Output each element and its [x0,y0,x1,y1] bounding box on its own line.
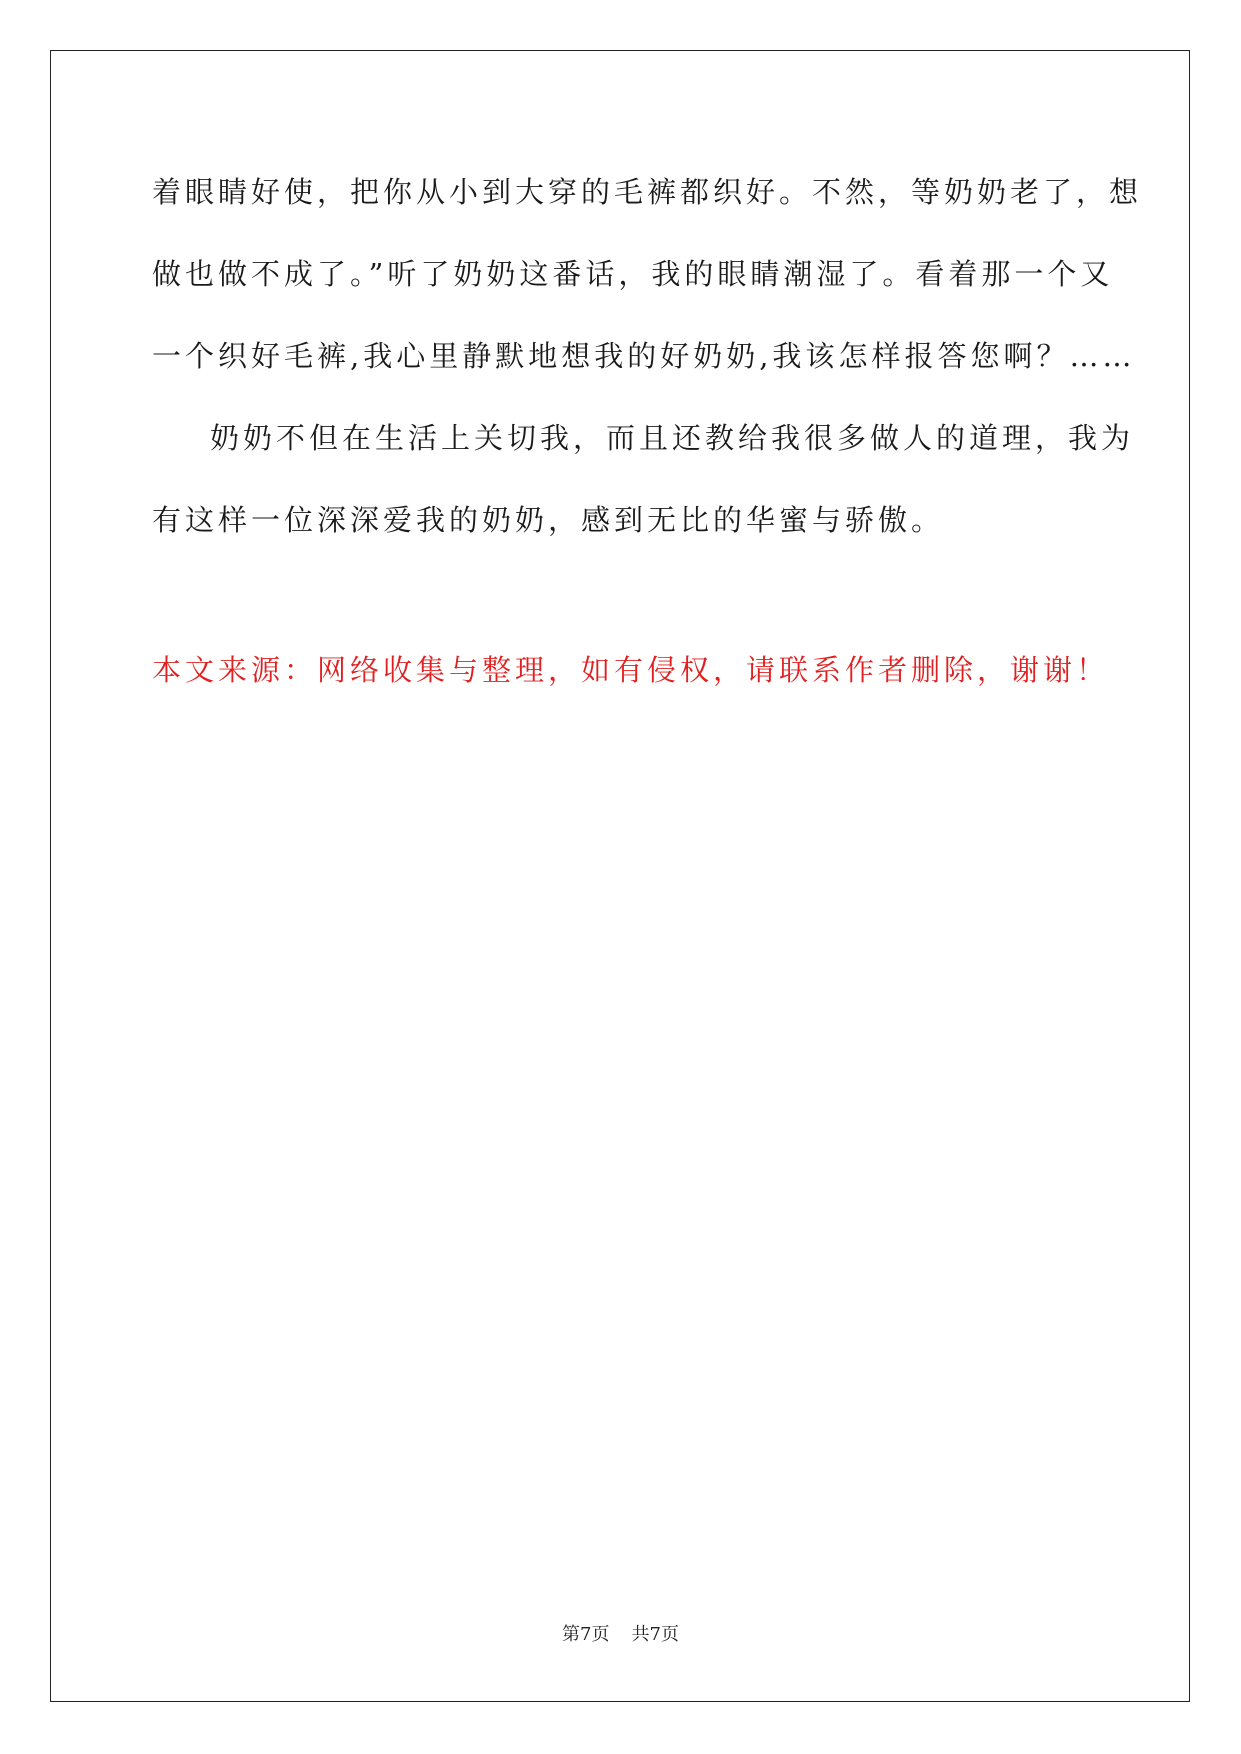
page-border [50,50,1190,1702]
body-text-line: 有这样一位深深爱我的奶奶，感到无比的华蜜与骄傲。 [152,503,945,537]
page-number-current: 第7页 [562,1624,610,1645]
paragraph-start-line: 奶奶不但在生活上关切我，而且还教给我很多做人的道理，我为 [210,421,1135,455]
page-footer [0,1620,1241,1646]
source-disclaimer: 本文来源：网络收集与整理，如有侵权，请联系作者删除，谢谢！ [152,653,1110,687]
body-text-line: 一个织好毛裤,我心里静默地想我的好奶奶,我该怎样报答您啊？…… [152,339,1136,373]
body-text-line: 着眼睛好使，把你从小到大穿的毛裤都织好。不然，等奶奶老了，想 [152,175,1143,209]
page-number-total: 共7页 [631,1624,679,1645]
body-text-line: 做也做不成了。”听了奶奶这番话，我的眼睛潮湿了。看着那一个又 [152,257,1114,291]
